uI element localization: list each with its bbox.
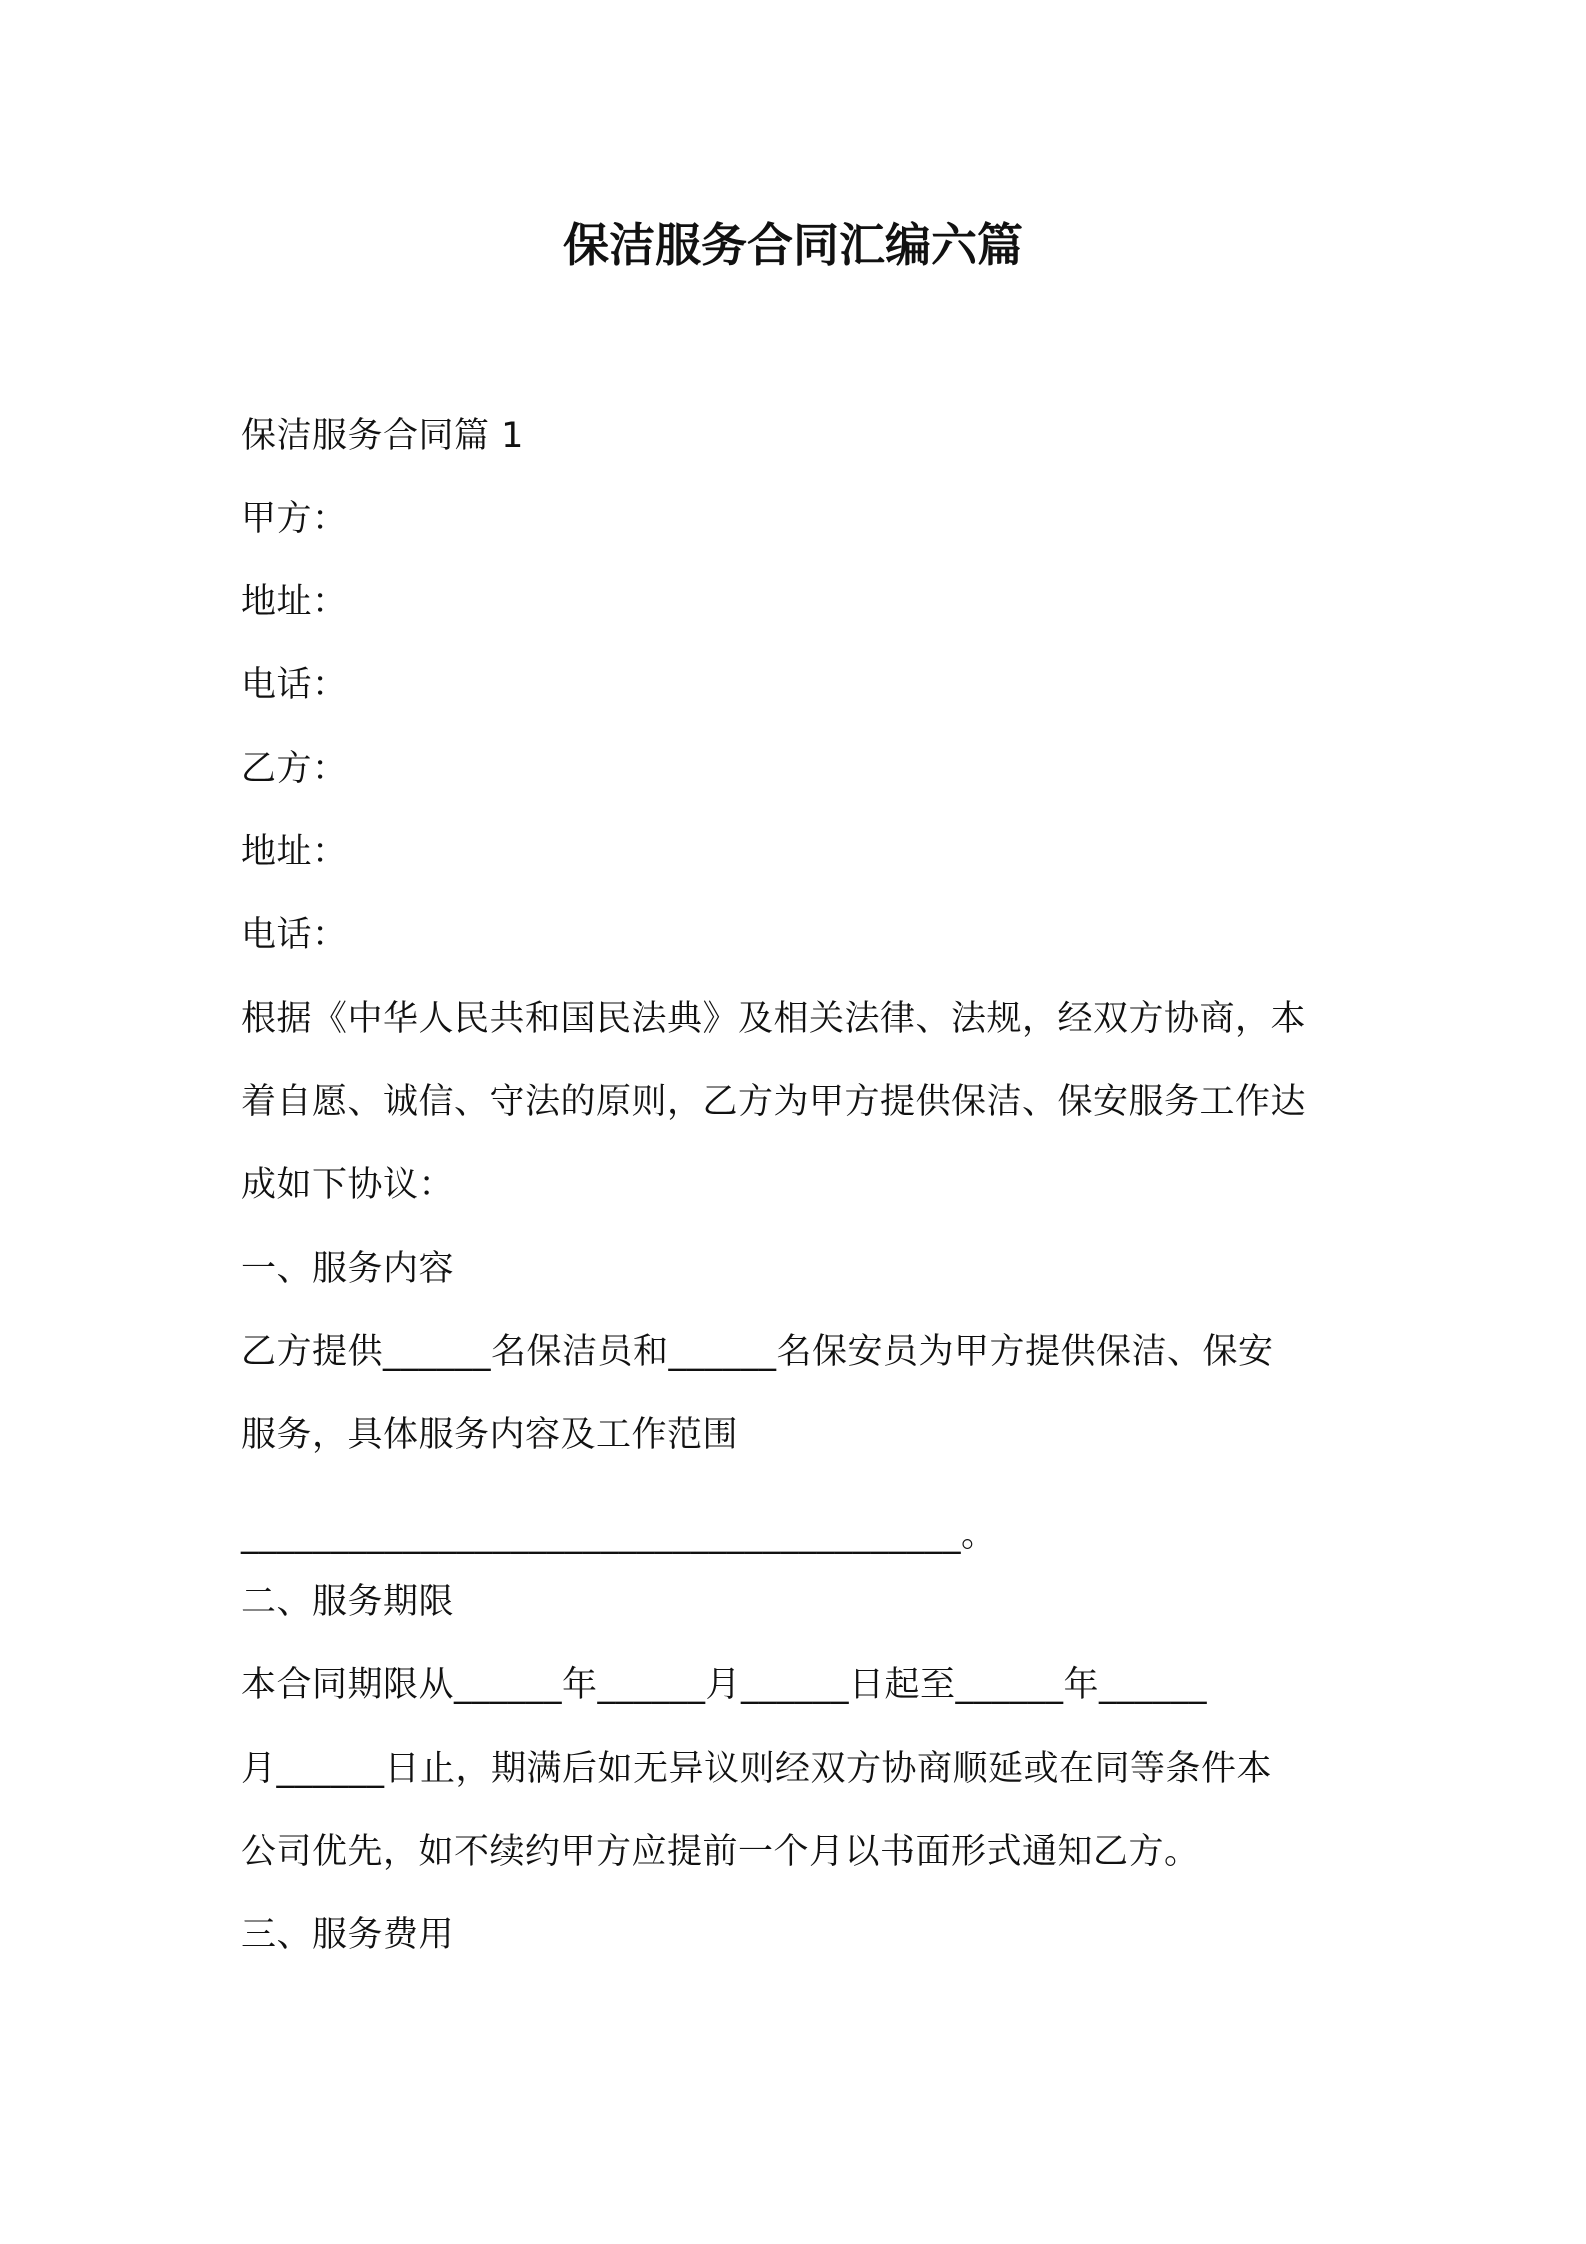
body-text-line: 着自愿、诚信、守法的原则，乙方为甲方提供保洁、保安服务工作达	[241, 1082, 1307, 1122]
fill-in-blank-line: ________________________________________。	[241, 1515, 997, 1555]
party-a-label: 甲方：	[241, 499, 348, 539]
clause-heading: 二、服务期限	[241, 1582, 455, 1622]
body-text-line: 乙方提供______名保洁员和______名保安员为甲方提供保洁、保安	[241, 1332, 1274, 1372]
document-title: 保洁服务合同汇编六篇	[563, 218, 1023, 272]
party-a-phone-label: 电话：	[241, 665, 348, 705]
section-heading: 保洁服务合同篇 1	[241, 416, 524, 456]
body-text-line: 月______日止，期满后如无异议则经双方协商顺延或在同等条件本	[241, 1749, 1273, 1789]
party-b-phone-label: 电话：	[241, 915, 348, 955]
body-text-line: 根据《中华人民共和国民法典》及相关法律、法规，经双方协商，本	[241, 999, 1307, 1039]
body-text-line: 本合同期限从______年______月______日起至______年______	[241, 1665, 1208, 1705]
party-b-address-label: 地址：	[241, 832, 348, 872]
party-b-label: 乙方：	[241, 749, 348, 789]
clause-heading: 一、服务内容	[241, 1249, 455, 1289]
body-text-line: 公司优先，如不续约甲方应提前一个月以书面形式通知乙方。	[241, 1832, 1200, 1872]
body-text-line: 服务，具体服务内容及工作范围	[241, 1415, 739, 1455]
party-a-address-label: 地址：	[241, 582, 348, 622]
body-text-line: 成如下协议：	[241, 1165, 455, 1205]
clause-heading: 三、服务费用	[241, 1915, 455, 1955]
